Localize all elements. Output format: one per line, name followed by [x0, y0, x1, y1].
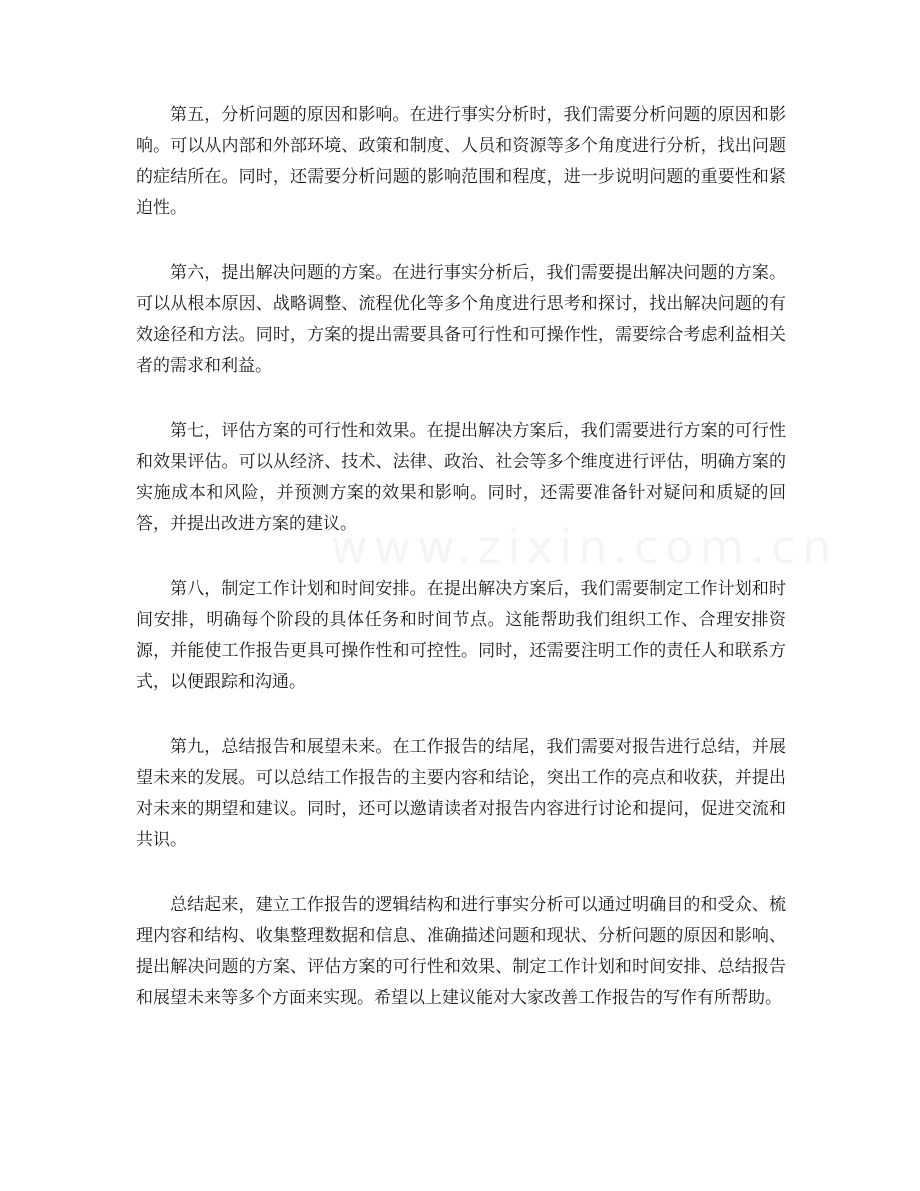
- paragraph-8: 第八，制定工作计划和时间安排。在提出解决方案后，我们需要制定工作计划和时间安排，明确每个阶段的具体任务和时间节点。这能帮助我们组织工作、合理安排资源，并能使工作报告更具可操作性和可控性。同时，还需要注明工作的责任人和联系方式，以便跟踪和沟通。: [136, 579, 786, 692]
- document-body: [136, 100, 786, 1048]
- paragraph-9: 第九，总结报告和展望未来。在工作报告的结尾，我们需要对报告进行总结，并展望未来的发展。可以总结工作报告的主要内容和结论，突出工作的亮点和收获，并提出对未来的期望和建议。同时，还可以邀请读者对报告内容进行讨论和提问，促进交流和共识。: [136, 737, 786, 850]
- paragraph-summary: 总结起来，建立工作报告的逻辑结构和进行事实分析可以通过明确目的和受众、梳理内容和结构、收集整理数据和信息、准确描述问题和现状、分析问题的原因和影响、提出解决问题的方案、评估方案的可行性和效果、制定工作计划和时间安排、总结报告和展望未来等多个方面来实现。希望以上建议能对大家改善工作报告的写作有所帮助。: [136, 895, 786, 1008]
- paragraph-6: 第六，提出解决问题的方案。在进行事实分析后，我们需要提出解决问题的方案。可以从根本原因、战略调整、流程优化等多个角度进行思考和探讨，找出解决问题的有效途径和方法。同时，方案的提出需要具备可行性和可操作性，需要综合考虑利益相关者的需求和利益。: [136, 263, 786, 376]
- paragraph-5: 第五，分析问题的原因和影响。在进行事实分析时，我们需要分析问题的原因和影响。可以从内部和外部环境、政策和制度、人员和资源等多个角度进行分析，找出问题的症结所在。同时，还需要分析问题的影响范围和程度，进一步说明问题的重要性和紧迫性。: [136, 105, 786, 218]
- paragraph-7: 第七，评估方案的可行性和效果。在提出解决方案后，我们需要进行方案的可行性和效果评估。可以从经济、技术、法律、政治、社会等多个维度进行评估，明确方案的实施成本和风险，并预测方案的效果和影响。同时，还需要准备针对疑问和质疑的回答，并提出改进方案的建议。: [136, 421, 786, 534]
